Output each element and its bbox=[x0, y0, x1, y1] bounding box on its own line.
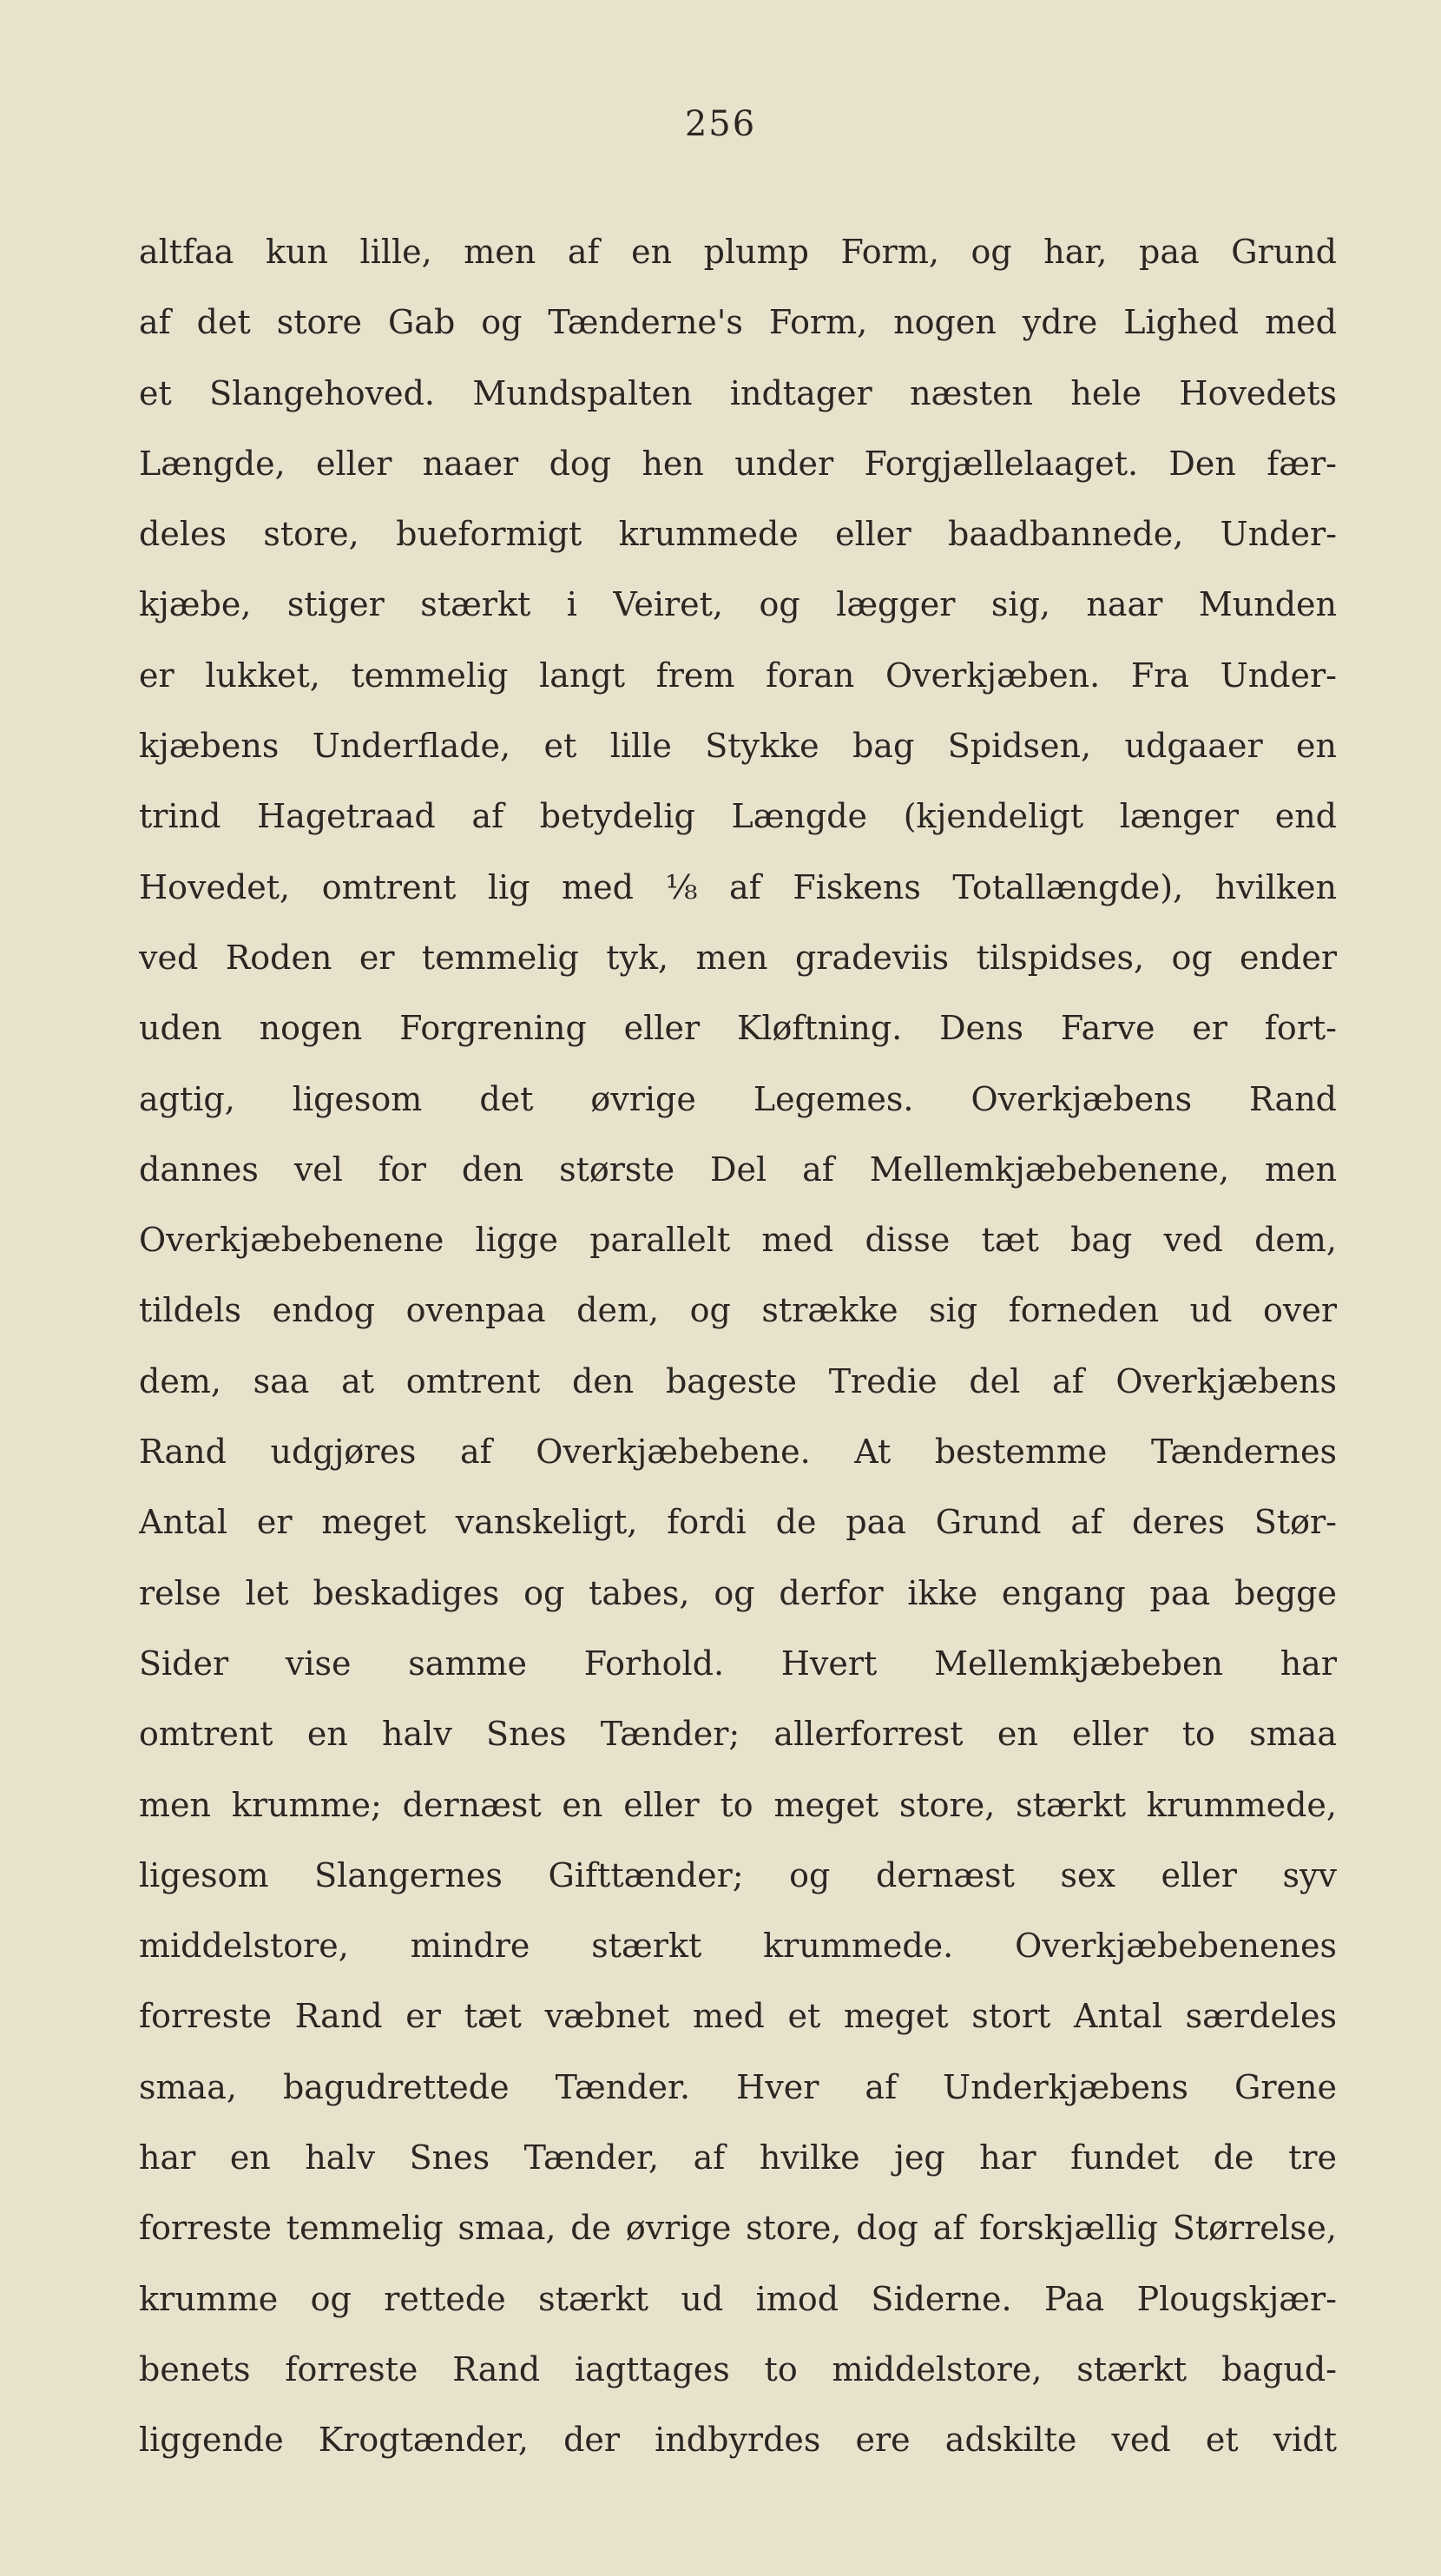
text-line: altfaa kun lille, men af en plump Form, og har, paa Grund bbox=[139, 233, 1337, 271]
text-line: dem, saa at omtrent den bageste Tredie del af Overkjæbens bbox=[139, 1361, 1337, 1400]
text-line: af det store Gab og Tænderne's Form, nogen ydre Lighed med bbox=[139, 303, 1337, 342]
text-line: et Slangehoved. Mundspalten indtager næsten hele Hovedets bbox=[139, 373, 1337, 412]
body-text bbox=[139, 217, 1337, 2476]
text-line: liggende Krogtænder, der indbyrdes ere adskilte ved et vidt bbox=[139, 2421, 1337, 2460]
text-line: smaa, bagudrettede Tænder. Hver af Underkjæbens Grene bbox=[139, 2067, 1337, 2106]
text-line: forreste temmelig smaa, de øvrige store, dog af forskjællig Størrelse, bbox=[139, 2209, 1337, 2248]
text-line: Rand udgjøres af Overkjæbebene. At bestemme Tændernes bbox=[139, 1433, 1337, 1472]
text-line: uden nogen Forgrening eller Kløftning. Dens Farve er fort- bbox=[139, 1009, 1337, 1048]
text-line: kjæbens Underflade, et lille Stykke bag Spidsen, udgaaer en bbox=[139, 727, 1337, 766]
text-line: ved Roden er temmelig tyk, men gradeviis tilspidses, og ender bbox=[139, 938, 1337, 977]
text-line: trind Hagetraad af betydelig Længde (kjendeligt længer end bbox=[139, 797, 1337, 836]
text-line: krumme og rettede stærkt ud imod Siderne. Paa Plougskjær- bbox=[139, 2279, 1337, 2318]
text-line: er lukket, temmelig langt frem foran Overkjæben. Fra Under- bbox=[139, 656, 1337, 695]
text-line: dannes vel for den største Del af Mellemkjæbebenene, men bbox=[139, 1150, 1337, 1189]
text-line: Hovedet, omtrent lig med ⅛ af Fiskens Totallængde), hvilken bbox=[139, 867, 1337, 906]
text-line: kjæbe, stiger stærkt i Veiret, og lægger sig, naar Munden bbox=[139, 585, 1337, 624]
text-line: men krumme; dernæst en eller to meget store, stærkt krummede, bbox=[139, 1785, 1337, 1824]
text-line: Overkjæbebenene ligge parallelt med disse tæt bag ved dem, bbox=[139, 1221, 1337, 1260]
text-line: benets forreste Rand iagttages to middelstore, stærkt bagud- bbox=[139, 2349, 1337, 2388]
page-number: 256 bbox=[684, 104, 757, 144]
text-line: Længde, eller naaer dog hen under Forgjællelaaget. Den fær- bbox=[139, 444, 1337, 483]
text-line: har en halv Snes Tænder, af hvilke jeg har fundet de tre bbox=[139, 2138, 1337, 2177]
text-line: Antal er meget vanskeligt, fordi de paa Grund af deres Stør- bbox=[139, 1503, 1337, 1542]
text-line: omtrent en halv Snes Tænder; allerforrest en eller to smaa bbox=[139, 1715, 1337, 1754]
text-line: middelstore, mindre stærkt krummede. Overkjæbebenenes bbox=[139, 1927, 1337, 1966]
text-line: tildels endog ovenpaa dem, og strække sig forneden ud over bbox=[139, 1291, 1337, 1330]
text-line: agtig, ligesom det øvrige Legemes. Overkjæbens Rand bbox=[139, 1079, 1337, 1118]
text-line: forreste Rand er tæt væbnet med et meget stort Antal særdeles bbox=[139, 1997, 1337, 2036]
text-line: deles store, bueformigt krummede eller baadbannede, Under- bbox=[139, 515, 1337, 554]
text-line: ligesom Slangernes Gifttænder; og dernæst sex eller syv bbox=[139, 1855, 1337, 1894]
text-line: relse let beskadiges og tabes, og derfor ikke engang paa begge bbox=[139, 1573, 1337, 1612]
text-line: Sider vise samme Forhold. Hvert Mellemkjæbeben har bbox=[139, 1644, 1337, 1683]
